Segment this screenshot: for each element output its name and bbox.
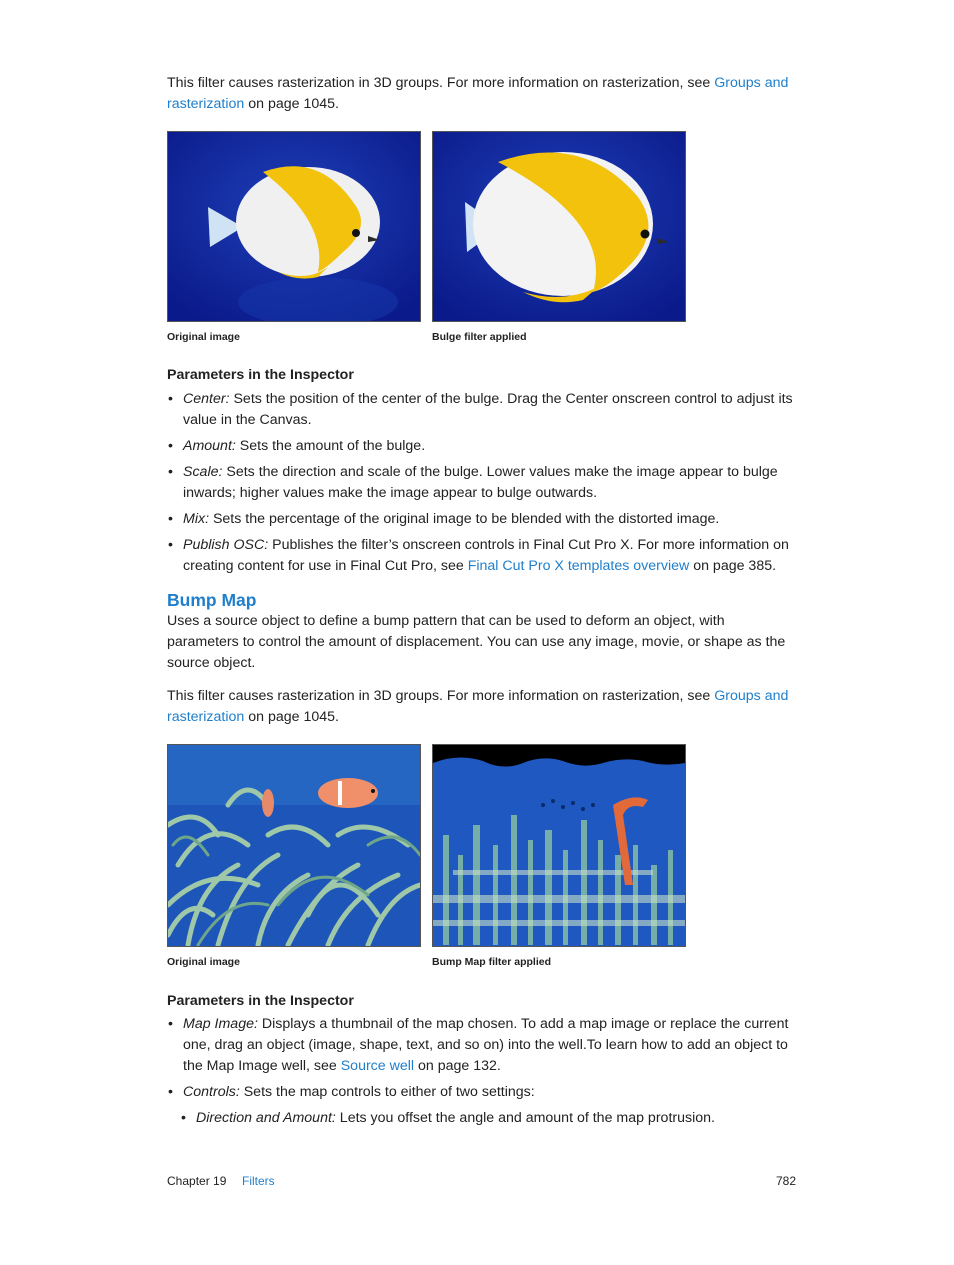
bulge-original-image [167, 131, 421, 322]
intro-paragraph: This filter causes rasterization in 3D groups. For more information on rasterization, see Groups and rasterization on page 1045. [167, 75, 789, 112]
bump-map-title: Bump Map [167, 590, 257, 610]
page-number: 782 [776, 1174, 797, 1188]
bulge-params-list [167, 389, 799, 582]
footer-section-link[interactable]: Filters [242, 1174, 275, 1188]
groups-rasterization-link[interactable]: Groups and rasterization [167, 688, 789, 725]
bump-applied-caption: Bump Map filter applied [432, 956, 552, 968]
bullet-icon: • [181, 1110, 186, 1126]
source-well-link[interactable]: Source well [340, 1058, 415, 1074]
bump-applied-image [432, 744, 686, 947]
bulge-applied-image [432, 131, 686, 322]
list-item: • Scale: Sets the direction and scale of the bulge. Lower values make the image appear to bulge inwards; higher values make the image appear to bulge outwards. [168, 464, 778, 501]
list-item: • Map Image: Displays a thumbnail of the map chosen. To add a map image or replace the current one, drag an object (image, shape, text, and so on) into the well.To learn how to add an object to the Map Image well, see Source well on page 132. [168, 1016, 789, 1074]
bump-map-description: Uses a source object to define a bump pattern that can be used to deform an object, with parameters to control the amount of displacement. You can use any image, movie, or shape as the source object. [167, 613, 786, 671]
bulge-original-caption: Original image [167, 331, 240, 343]
bump-original-image [167, 744, 421, 947]
bump-raster-paragraph: This filter causes rasterization in 3D groups. For more information on rasterization, see Groups and rasterization on page 1045. [167, 688, 789, 725]
bullet-icon: • [168, 464, 173, 480]
list-item: • Controls: Sets the map controls to either of two settings: [167, 1082, 799, 1103]
bullet-icon: • [168, 537, 173, 553]
list-item: • Mix: Sets the percentage of the original image to be blended with the distorted image. [167, 509, 799, 530]
list-item: • Direction and Amount: Lets you offset the angle and amount of the map protrusion. [167, 1108, 799, 1129]
list-item: • Amount: Sets the amount of the bulge. [167, 436, 799, 457]
bulge-params-heading: Parameters in the Inspector [167, 367, 354, 383]
bullet-icon: • [168, 391, 173, 407]
list-item: • Publish OSC: Publishes the filter’s onscreen controls in Final Cut Pro X. For more information on creating content for use in Final Cut Pro, see Final Cut Pro X templates overview on page 385. [168, 537, 789, 574]
fcp-templates-link[interactable]: Final Cut Pro X templates overview [467, 558, 690, 574]
bullet-icon: • [168, 1084, 173, 1100]
list-item: • Center: Sets the position of the center of the bulge. Drag the Center onscreen control to adjust its value in the Canvas. [168, 391, 793, 428]
bump-original-caption: Original image [167, 956, 240, 968]
bump-params-list [167, 1014, 799, 1134]
bullet-icon: • [168, 438, 173, 454]
bullet-icon: • [168, 1016, 173, 1032]
footer-chapter: Chapter 19 [167, 1174, 227, 1188]
bulge-applied-caption: Bulge filter applied [432, 331, 527, 343]
groups-rasterization-link[interactable]: Groups and rasterization [167, 75, 789, 112]
bump-params-heading: Parameters in the Inspector [167, 993, 354, 1009]
bullet-icon: • [168, 511, 173, 527]
